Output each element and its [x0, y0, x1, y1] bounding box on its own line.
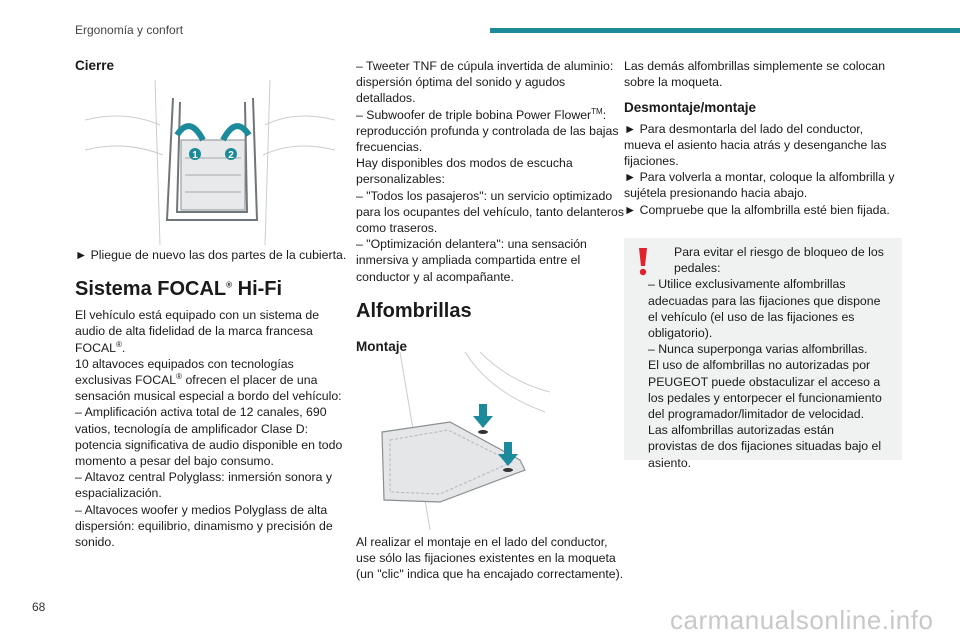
focal-item-1: – Amplificación activa total de 12 canales, 690 vatios, tecnología de amplificador Clase D: potencia significativa de audio disponible en todo momento a pesar del bajo consumo.	[75, 405, 343, 469]
floor-mat-illustration	[370, 352, 550, 530]
heading-cierre: Cierre	[75, 58, 115, 73]
focal-speakers: 10 altavoces equipados con tecnologías exclusivas FOCAL® ofrecen el placer de una sensación musical especial a bordo del vehículo:	[75, 356, 342, 404]
warning-intro: Para evitar el riesgo de bloqueo de los pedales:	[674, 245, 884, 276]
column-1-body	[75, 247, 347, 550]
other-mats: Las demás alfombrillas simplemente se colocan sobre la moqueta.	[624, 59, 886, 90]
cierre-step: ► Pliegue de nuevo las dos partes de la cubierta.	[75, 248, 347, 262]
montaje-body	[356, 534, 628, 583]
column-3	[624, 58, 896, 218]
warning-item-1: – Utilice exclusivamente alfombrillas adecuadas para las fijaciones que dispone el vehículo (el uso de las fijaciones es obligatorio).	[648, 277, 881, 341]
warning-item-4: Las alfombrillas autorizadas están provistas de dos fijaciones situadas bajo el asiento.	[648, 423, 882, 470]
desmontaje-step-2: ► Para volverla a montar, coloque la alfombrilla y sujétela presionando hacia abajo.	[624, 170, 895, 201]
mode-2: – "Optimización delantera": una sensación inmersiva y ampliada compartida entre el conductor y al acompañante.	[356, 237, 587, 284]
desmontaje-step-3: ► Compruebe que la alfombrilla esté bien fijada.	[624, 202, 890, 217]
focal-item-3: – Altavoces woofer y medios Polyglass de alta dispersión: equilibrio, dinamismo y precisión de sonido.	[75, 502, 333, 550]
warning-item-2: – Nunca superponga varias alfombrillas.	[648, 342, 868, 357]
focal-item-4: – Tweeter TNF de cúpula invertida de aluminio: dispersión óptima del sonido y agudos detallados.	[356, 59, 614, 106]
montaje-heading: Montaje	[356, 338, 408, 354]
focal-item-2: – Altavoz central Polyglass: inmersión sonora y espacialización.	[75, 470, 332, 501]
watermark: carmanualsonline.info	[670, 605, 934, 635]
callout-1-label: 1	[192, 150, 198, 161]
listening-modes: Hay disponibles dos modos de escucha personalizables:	[356, 156, 573, 187]
desmontaje-step-1: ► Para desmontarla del lado del conductor, mueva el asiento hacia atrás y desenganche las fijaciones.	[624, 121, 887, 169]
mode-1: – "Todos los pasajeros": un servicio optimizado para los ocupantes del vehículo, tanto delanteros como traseros.	[356, 188, 624, 236]
warning-text	[624, 244, 886, 471]
desmontaje-heading: Desmontaje/montaje	[624, 100, 757, 116]
page-number: 68	[32, 600, 46, 614]
console-cover-illustration	[85, 80, 335, 245]
callout-2-label: 2	[228, 150, 234, 161]
focal-title: Sistema FOCAL® Hi-Fi	[75, 278, 283, 301]
warning-box	[624, 238, 902, 470]
header-section-title: Ergonomía y confort	[75, 23, 184, 37]
alfombrillas-title: Alfombrillas	[356, 299, 472, 322]
focal-item-5: – Subwoofer de triple bobina Power Flower™: reproducción profunda y controlada de las bajas frecuencias.	[356, 106, 619, 155]
column-1	[75, 58, 347, 74]
montaje-text: Al realizar el montaje en el lado del conductor, use sólo las fijaciones existentes en la moqueta (un "clic" indica que ha encajado correctamente).	[356, 535, 624, 582]
header-accent-bar	[490, 28, 960, 33]
warning-item-3: El uso de alfombrillas no autorizadas por PEUGEOT puede obstaculizar el acceso a los pedales y entorpecer el funcionamiento del programador/limitador de velocidad.	[648, 358, 882, 422]
focal-intro: El vehículo está equipado con un sistema de audio de alta fidelidad de la marca francesa FOCAL®.	[75, 308, 320, 355]
column-2	[356, 58, 628, 355]
